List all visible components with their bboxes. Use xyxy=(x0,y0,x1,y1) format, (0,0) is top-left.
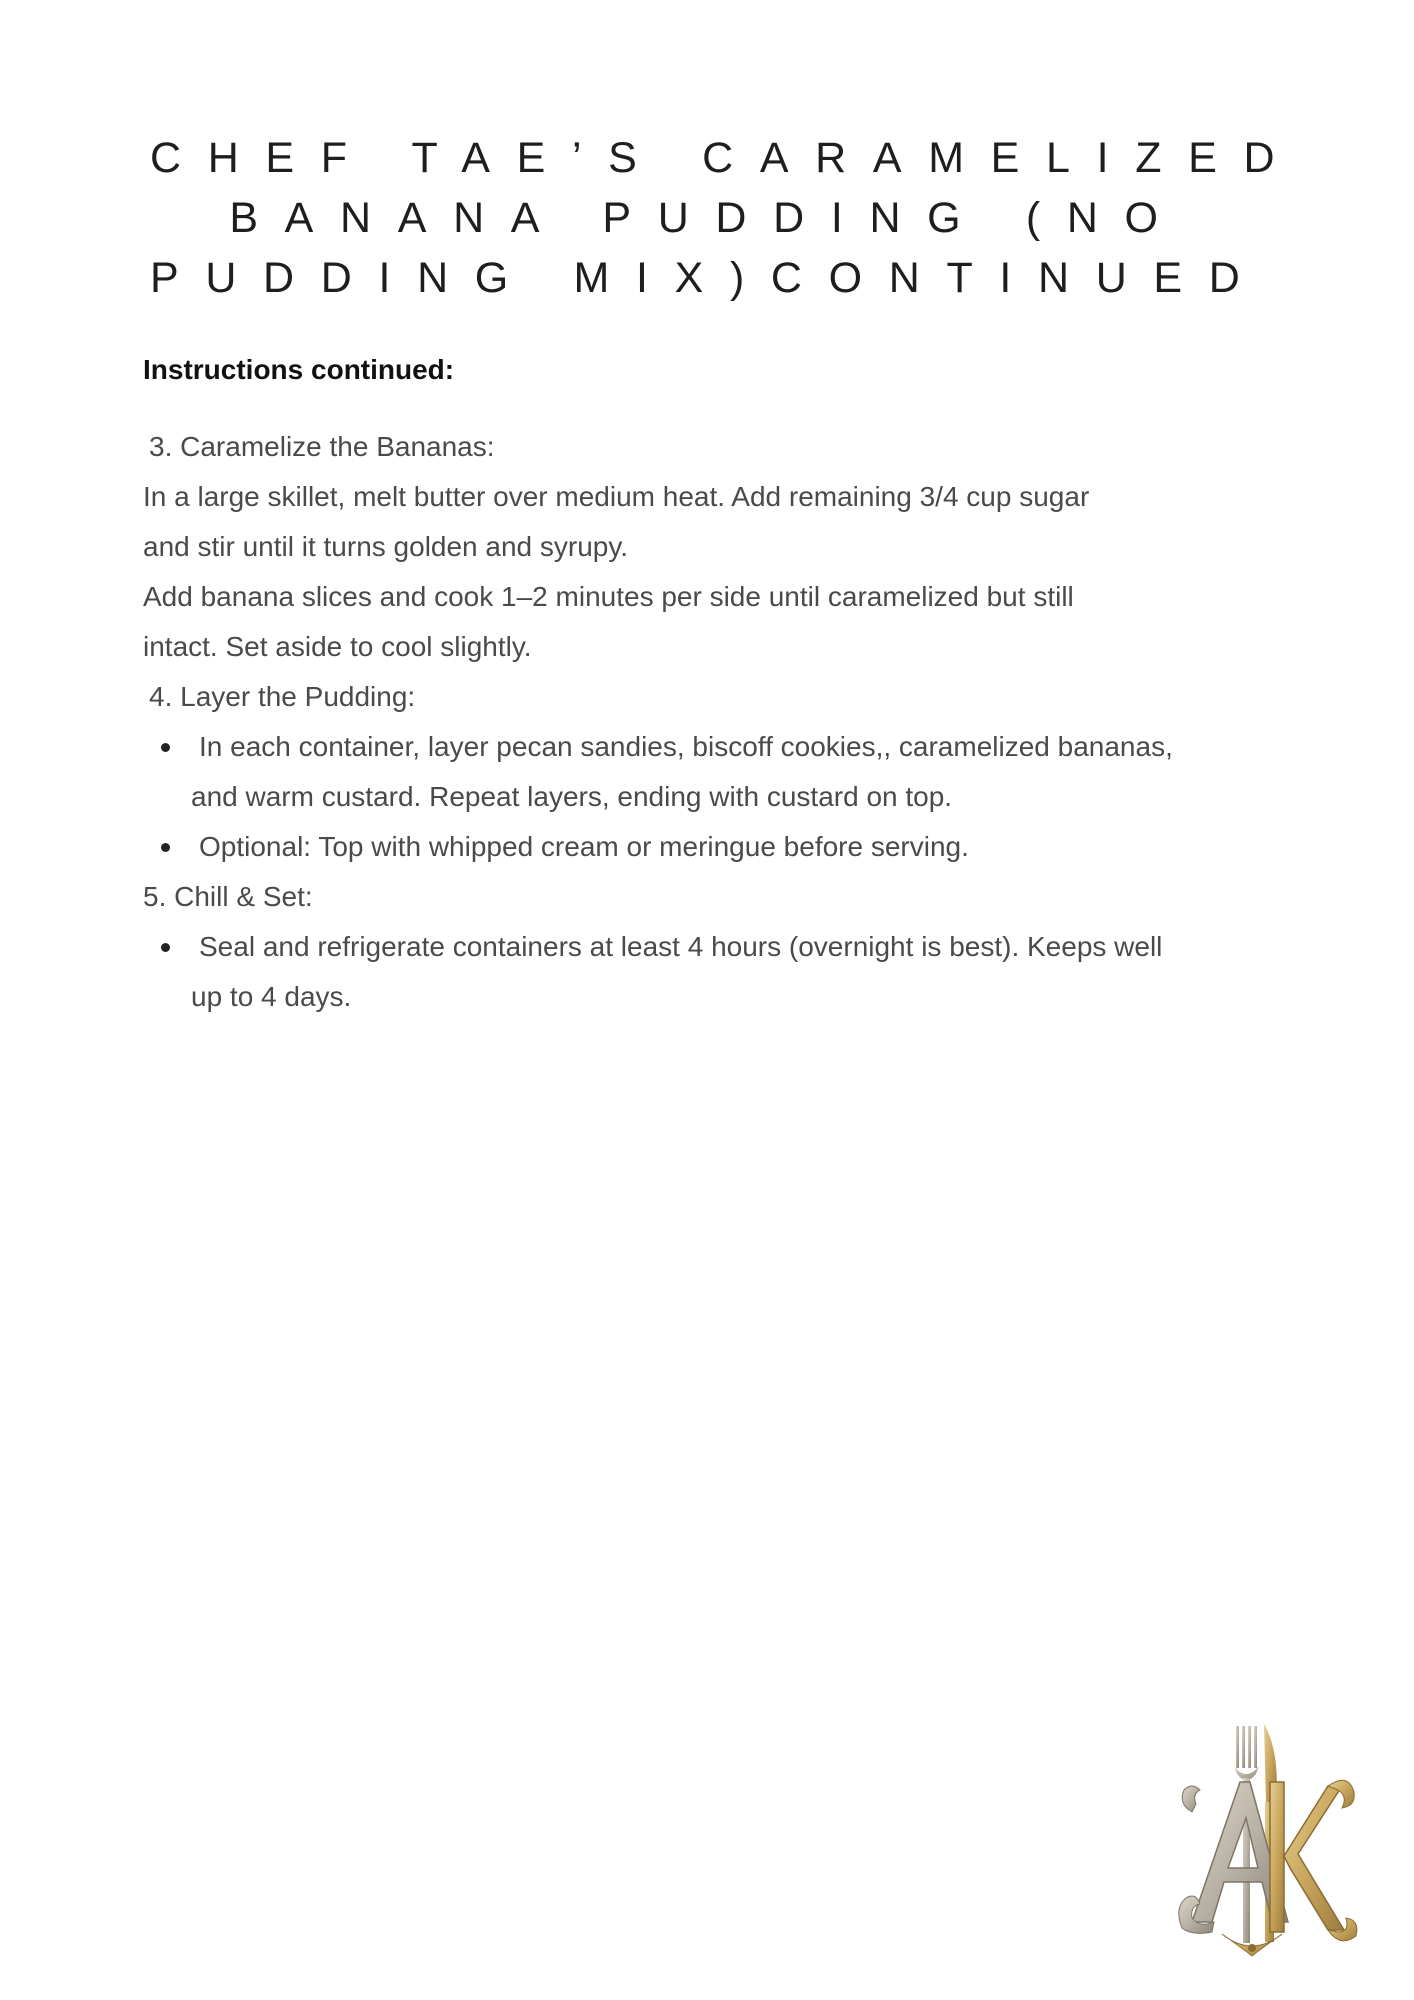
step-3-line: In a large skillet, melt butter over medium heat. Add remaining 3/4 cup sugar xyxy=(143,481,1090,512)
list-item xyxy=(143,822,1283,872)
step-4-bullet-list xyxy=(143,722,1283,872)
list-item-text: up to 4 days. xyxy=(191,981,352,1012)
instructions-section xyxy=(143,350,1283,1022)
title-line-2: BANANA PUDDING (NO xyxy=(229,194,1185,242)
instructions-heading: Instructions continued: xyxy=(143,354,455,385)
list-item-text: In each container, layer pecan sandies, biscoff cookies,, caramelized bananas, xyxy=(199,731,1173,762)
step-5-bullet-list xyxy=(143,922,1283,1022)
step-3-line: and stir until it turns golden and syrupy. xyxy=(143,531,629,562)
letter-k-icon xyxy=(1270,1780,1357,1941)
step-4-label: 4. Layer the Pudding: xyxy=(149,681,416,712)
list-item-text: and warm custard. Repeat layers, ending with custard on top. xyxy=(191,781,953,812)
list-item xyxy=(143,722,1283,822)
list-item-text: Seal and refrigerate containers at least 4 hours (overnight is best). Keeps well xyxy=(199,931,1163,962)
list-item-text: Optional: Top with whipped cream or meringue before serving. xyxy=(199,831,969,862)
bullet-icon xyxy=(161,743,170,752)
bullet-icon xyxy=(161,843,170,852)
step-3-label: 3. Caramelize the Bananas: xyxy=(149,431,495,462)
step-3-line: intact. Set aside to cool slightly. xyxy=(143,631,532,662)
instructions-body xyxy=(143,422,1283,1022)
list-item xyxy=(143,922,1283,1022)
title-line-3: PUDDING MIX)CONTINUED xyxy=(150,254,1267,302)
step-3-line: Add banana slices and cook 1–2 minutes per side until caramelized but still xyxy=(143,581,1074,612)
page-title xyxy=(150,128,1302,308)
fork-knife-monogram-icon xyxy=(1152,1722,1362,1962)
step-5-label: 5. Chill & Set: xyxy=(143,881,313,912)
bullet-icon xyxy=(161,943,170,952)
title-line-1: CHEF TAE’S CARAMELIZED xyxy=(150,134,1302,182)
